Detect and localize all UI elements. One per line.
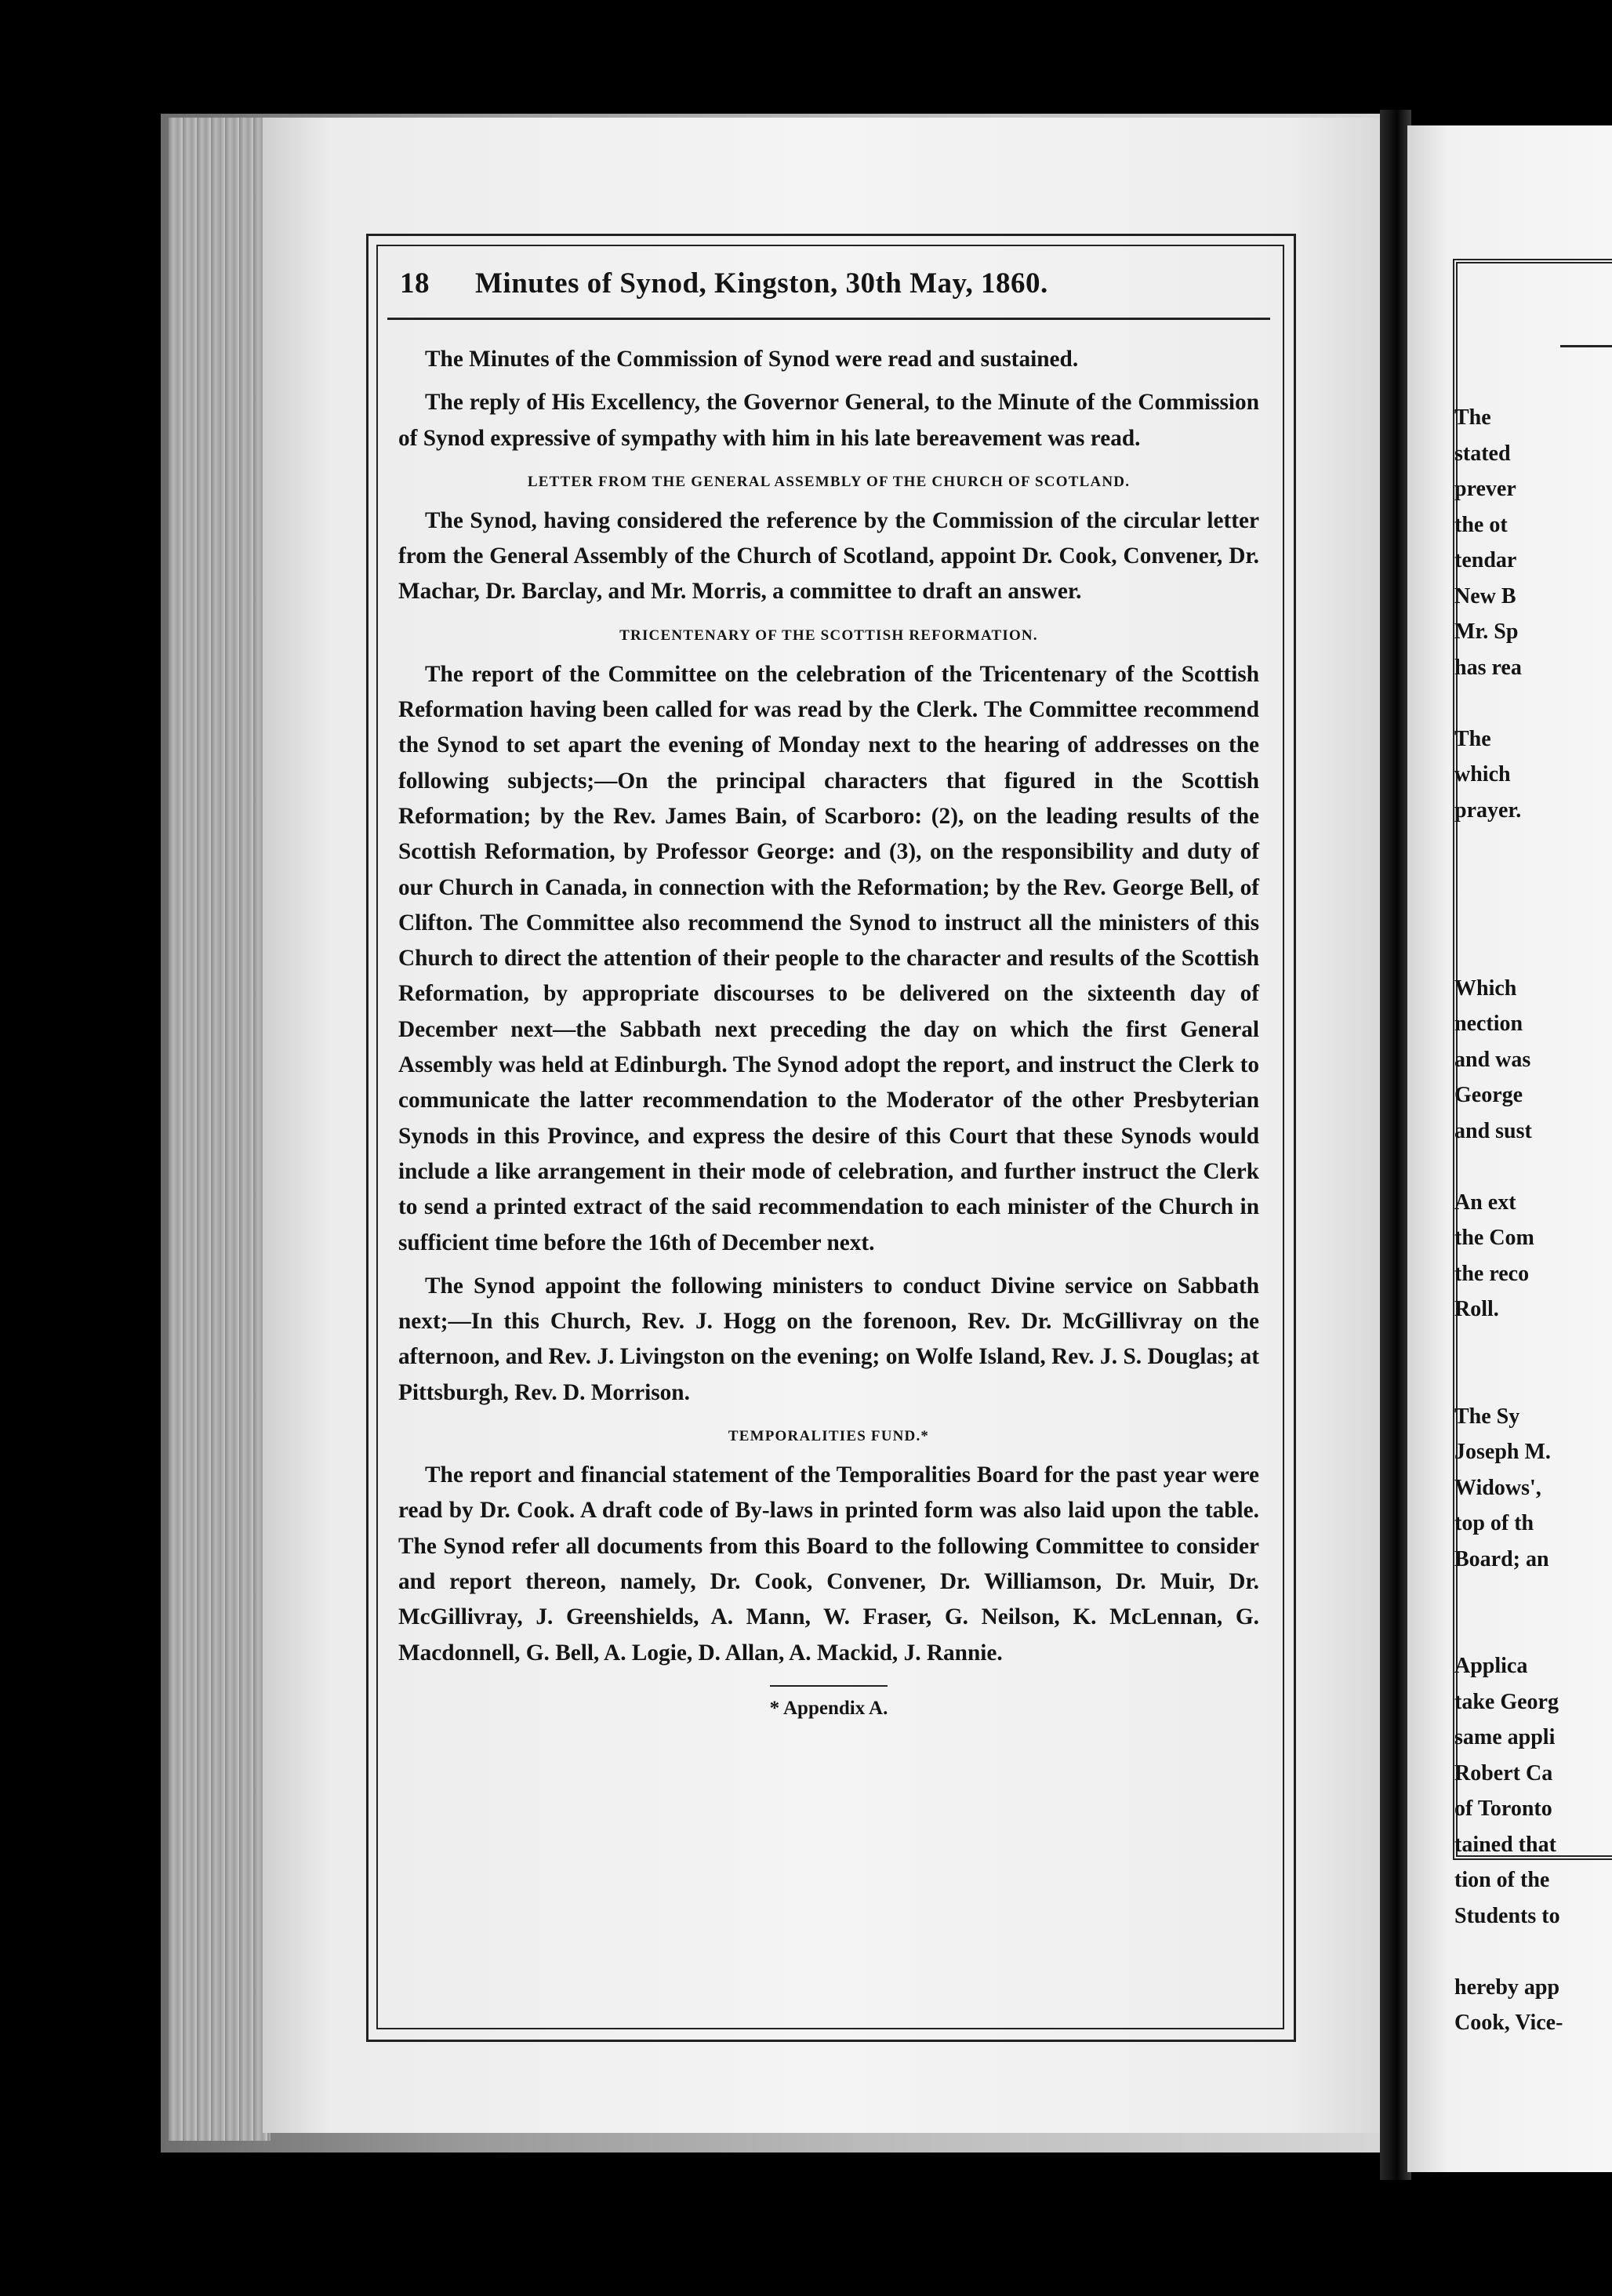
facing-line: tendar bbox=[1454, 548, 1517, 572]
paragraph-governor-reply: The reply of His Excellency, the Governor General, to the Minute of the Commission of Synod expressive of sympathy with him in his late bereavement was read. bbox=[398, 390, 1259, 451]
facing-line: The Sy bbox=[1454, 1404, 1520, 1429]
facing-line: Applica bbox=[1454, 1654, 1528, 1678]
running-title: Minutes of Synod, Kingston, 30th May, 1860. bbox=[475, 267, 1048, 300]
facing-line: the reco bbox=[1454, 1261, 1530, 1286]
paragraph-tricentenary: The report of the Committee on the celebration of the Tricentenary of the Scottish Reformation having been called for was read by the Clerk. The Committee recommend the Synod to set apart the evening of Monday next to the hearing of addresses on the following subjects;—On the principal characters that figured in the Scottish Reformation; by the Rev. James Bain, of Scarboro: (2), on the leading results of the Scottish Reformation, by Professor George: and (3), on the responsibility and duty of our Church in Canada, in connection with the Reformation; by the Rev. George Bell, of Clifton. The Committee also recommend the Synod to instruct all the ministers of this Church to direct the attention of their people to the character and results of the Scottish Reformation, by appropriate discourses to be delivered on the sixteenth day of December next—the Sabbath next preceding the day on which the first General Assembly was held at Edinburgh. The Synod adopt the report, and instruct the Clerk to communicate the latter recommendation to the Moderator of the other Presbyterian Synods in this Province, and express the desire of this Court that these Synods would include a like arrangement in their mode of celebration, and further instruct the Clerk to send a printed extract of the said recommendation to each minister of the Church in sufficient time before the 16th of December next. bbox=[398, 661, 1259, 1255]
facing-line: take Georg bbox=[1454, 1689, 1559, 1714]
facing-line: same appli bbox=[1454, 1725, 1556, 1749]
facing-line: Roll. bbox=[1454, 1297, 1499, 1321]
facing-line: The bbox=[1454, 726, 1491, 751]
paragraph-minutes-read: The Minutes of the Commission of Synod were read and sustained. bbox=[425, 347, 1079, 372]
facing-line: The bbox=[1454, 405, 1491, 430]
facing-line: of Toronto bbox=[1454, 1796, 1552, 1821]
facing-line: stated bbox=[1454, 441, 1511, 466]
facing-line: hereby app bbox=[1454, 1974, 1560, 2000]
facing-line: and was bbox=[1454, 1047, 1531, 1072]
head-rule bbox=[387, 318, 1270, 320]
book-gutter bbox=[1380, 110, 1411, 2180]
facing-line: Cook, Vice- bbox=[1454, 2011, 1563, 2035]
right-page-head-rule bbox=[1560, 345, 1612, 347]
facing-line: the ot bbox=[1454, 512, 1508, 537]
facing-line: George bbox=[1454, 1083, 1523, 1107]
page-stack-edge bbox=[169, 118, 270, 2141]
facing-line: Students to bbox=[1454, 1903, 1560, 1928]
section-heading-letter: LETTER FROM THE GENERAL ASSEMBLY OF THE CHURCH OF SCOTLAND. bbox=[527, 473, 1131, 490]
page-number: 18 bbox=[400, 267, 430, 300]
facing-line: Widows', bbox=[1454, 1475, 1541, 1500]
facing-line: New B bbox=[1454, 583, 1516, 609]
facing-line: and sust bbox=[1454, 1118, 1532, 1143]
facing-line: Board; an bbox=[1454, 1546, 1549, 1571]
running-head bbox=[400, 267, 1259, 300]
paragraph-temporalities: The report and financial statement of the Temporalities Board for the past year were read by Dr. Cook. A draft code of By-laws in printed form was also laid upon the table. The Synod refer all documents from this Board to the following Committee to consider and report thereon, namely, Dr. Cook, Convener, Dr. Williamson, Dr. Muir, Dr. McGillivray, J. Greenshields, A. Mann, W. Fraser, G. Neilson, K. McLennan, G. Macdonnell, G. Bell, A. Logie, D. Allan, A. Mackid, J. Rannie. bbox=[398, 1462, 1259, 1666]
footnote-rule bbox=[770, 1685, 888, 1687]
facing-page-text bbox=[1454, 400, 1612, 2041]
facing-line: tion of the bbox=[1454, 1868, 1550, 1892]
facing-line: the Com bbox=[1454, 1226, 1534, 1250]
facing-line: top of th bbox=[1454, 1511, 1534, 1535]
paragraph-letter: The Synod, having considered the reference by the Commission of the circular letter from the General Assembly of the Church of Scotland, appoint Dr. Cook, Convener, Dr. Machar, Dr. Barclay, and Mr. Morris, a committee to draft an answer. bbox=[398, 507, 1259, 605]
section-heading-temporalities: TEMPORALITIES FUND.* bbox=[728, 1428, 930, 1445]
facing-line: tained that bbox=[1454, 1832, 1556, 1857]
facing-line: Mr. Sp bbox=[1454, 619, 1519, 644]
footnote: * Appendix A. bbox=[769, 1697, 888, 1719]
section-heading-tricentenary: TRICENTENARY OF THE SCOTTISH REFORMATION. bbox=[619, 627, 1038, 644]
facing-line: which bbox=[1454, 762, 1511, 787]
facing-line: Which bbox=[1454, 975, 1517, 1001]
facing-line: Joseph M. bbox=[1454, 1440, 1551, 1464]
paragraph-divine-service: The Synod appoint the following ministers to conduct Divine service on Sabbath next;—In this Church, Rev. J. Hogg on the forenoon, Rev. Dr. McGillivray on the afternoon, and Rev. J. Livingston on the evening; on Wolfe Island, Rev. J. S. Douglas; at Pittsburgh, Rev. D. Morrison. bbox=[398, 1273, 1259, 1405]
page-content bbox=[398, 267, 1259, 1720]
facing-line: nection bbox=[1454, 1012, 1523, 1036]
facing-line: An ext bbox=[1454, 1190, 1516, 1215]
facing-line: prayer. bbox=[1454, 797, 1522, 823]
facing-line: Robert Ca bbox=[1454, 1760, 1553, 1786]
facing-line: has rea bbox=[1454, 655, 1522, 680]
facing-line: prever bbox=[1454, 477, 1516, 501]
